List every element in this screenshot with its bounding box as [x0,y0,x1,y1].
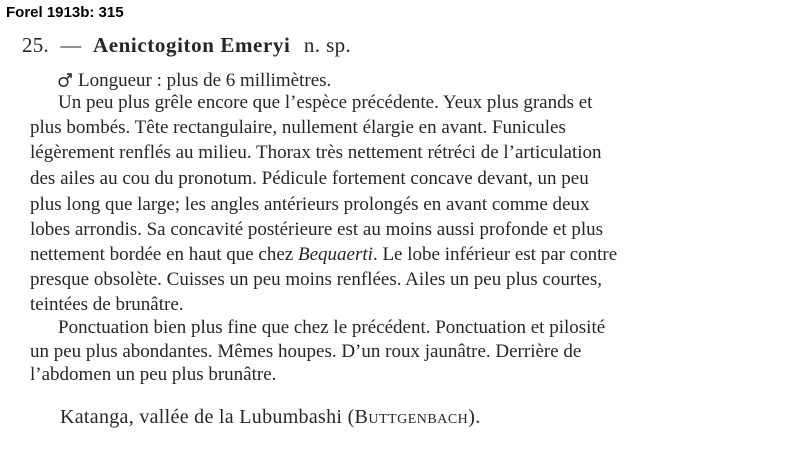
heading-dash: — [60,33,82,57]
para1-line-5: plus long que large; les angles antérieurs prolongés en avant comme deux [30,194,590,215]
para1-line-3: légèrement renflés au milieu. Thorax très nettement rétréci de l’articulation [30,142,602,163]
para1-line-4: des ailes au cou du pronotum. Pédicule fortement concave devant, un peu [30,168,589,189]
para1-line-7 [30,244,617,266]
para2-line-1: Ponctuation bien plus fine que chez le précédent. Ponctuation et pilosité [58,317,606,338]
para1-line-9: teintées de brunâtre. [30,294,184,315]
para1-line-2: plus bombés. Tête rectangulaire, nullement élargie en avant. Funicules [30,117,566,138]
para1-line-1: Un peu plus grêle encore que l’espèce précédente. Yeux plus grands et [58,92,593,113]
length-line [58,70,331,92]
locality-text: Katanga, vallée de la Lubumbashi ( [60,406,355,428]
species-name: Aenictogiton Emeryi [92,33,291,57]
para2-line-3: l’abdomen un peu plus brunâtre. [30,364,277,385]
bequaerti-ref: Bequaerti [298,244,373,265]
locality-close: ). [468,406,481,428]
length-text: Longueur : plus de 6 millimètres. [78,70,332,91]
line7-after: . Le lobe inférieur est par contre [372,244,618,265]
citation-label: Forel 1913b: 315 [6,4,124,21]
para1-line-8: presque obsolète. Cuisses un peu moins renflées. Ailes un peu plus courtes, [30,269,603,290]
male-symbol-icon [58,72,72,88]
entry-number: 25. [22,33,49,57]
para2-line-2: un peu plus abondantes. Mêmes houpes. D’un roux jaunâtre. Derrière de [30,341,582,362]
para1-line-6: lobes arrondis. Sa concavité postérieure est au moins aussi profonde et plus [30,219,604,240]
line7-before: nettement bordée en haut que chez [30,244,294,265]
collector-name: Buttgenbach [354,406,469,428]
locality-line [60,406,481,429]
species-status: n. sp. [303,33,352,57]
species-heading [22,33,351,58]
